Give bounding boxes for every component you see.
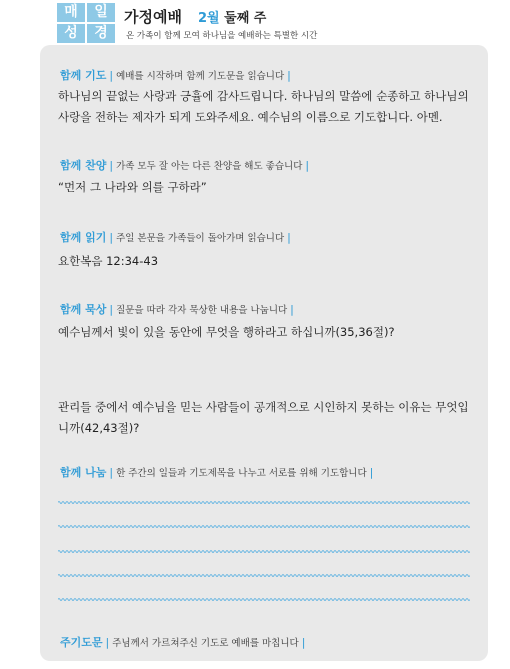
section-praise-head bbox=[60, 157, 312, 173]
section-prayer-head bbox=[60, 67, 294, 83]
meditation-question-1: 예수님께서 빛이 있을 동안에 무엇을 행하라고 하십니까(35,36절)? bbox=[58, 325, 395, 339]
praise-text: “먼저 그 나라와 의를 구하라” bbox=[58, 180, 207, 194]
section-label: 함께 나눔 bbox=[60, 466, 107, 479]
section-closing-head bbox=[60, 634, 308, 650]
section-meditation-head bbox=[60, 301, 297, 317]
writing-line[interactable] bbox=[58, 597, 470, 602]
divider: | bbox=[109, 69, 114, 82]
content-card bbox=[40, 45, 488, 661]
section-desc: 주님께서 가르쳐주신 기도로 예배를 마칩니다 bbox=[112, 638, 299, 649]
week-label bbox=[198, 7, 266, 26]
section-label: 함께 읽기 bbox=[60, 231, 107, 244]
divider: | bbox=[105, 636, 110, 649]
divider: | bbox=[109, 231, 114, 244]
reading-text: 요한복음 12:34-43 bbox=[58, 254, 159, 268]
writing-line[interactable] bbox=[58, 573, 470, 578]
divider: | bbox=[369, 466, 374, 479]
section-reading-head bbox=[60, 229, 294, 245]
section-sharing-head bbox=[60, 464, 376, 480]
page-subtitle: 온 가족이 함께 모여 하나님을 예배하는 특별한 시간 bbox=[126, 31, 318, 41]
section-label: 함께 묵상 bbox=[60, 303, 107, 316]
week-month: 2월 bbox=[198, 11, 220, 26]
section-desc: 한 주간의 일들과 기도제목을 나누고 서로를 위해 기도합니다 bbox=[116, 468, 367, 479]
divider: | bbox=[109, 159, 114, 172]
divider: | bbox=[290, 303, 294, 316]
logo-char: 일 bbox=[87, 3, 115, 22]
writing-line[interactable] bbox=[58, 524, 470, 529]
writing-line[interactable] bbox=[58, 500, 470, 505]
divider: | bbox=[109, 466, 114, 479]
section-label: 함께 기도 bbox=[60, 69, 107, 82]
meditation-question-2: 관리들 중에서 예수님을 믿는 사람들이 공개적으로 시인하지 못하는 이유는 무엇입니까(42,43절)? bbox=[58, 400, 469, 435]
section-desc: 예배를 시작하며 함께 기도문을 읽습니다 bbox=[116, 71, 285, 82]
divider: | bbox=[287, 69, 291, 82]
section-label: 주기도문 bbox=[60, 636, 103, 649]
section-desc: 질문을 따라 각자 묵상한 내용을 나눕니다 bbox=[116, 305, 288, 316]
logo-char: 성 bbox=[57, 24, 85, 43]
week-rest: 둘째 주 bbox=[219, 11, 267, 26]
section-desc: 주일 본문을 가족들이 돌아가며 읽습니다 bbox=[116, 233, 285, 244]
writing-line[interactable] bbox=[58, 549, 470, 554]
section-desc: 가족 모두 잘 아는 다른 찬양을 해도 좋습니다 bbox=[116, 161, 303, 172]
logo-char: 경 bbox=[87, 24, 115, 43]
section-label: 함께 찬양 bbox=[60, 159, 107, 172]
divider: | bbox=[301, 636, 306, 649]
logo-char: 매 bbox=[57, 3, 85, 22]
logo bbox=[57, 3, 115, 43]
divider: | bbox=[305, 159, 310, 172]
prayer-text: 하나님의 끝없는 사랑과 긍휼에 감사드립니다. 하나님의 말씀에 순종하고 하나님의 사랑을 전하는 제자가 되게 도와주세요. 예수님의 이름으로 기도합니다. 아멘. bbox=[58, 89, 469, 124]
page-title: 가정예배 bbox=[124, 8, 182, 26]
divider: | bbox=[287, 231, 291, 244]
divider: | bbox=[109, 303, 114, 316]
